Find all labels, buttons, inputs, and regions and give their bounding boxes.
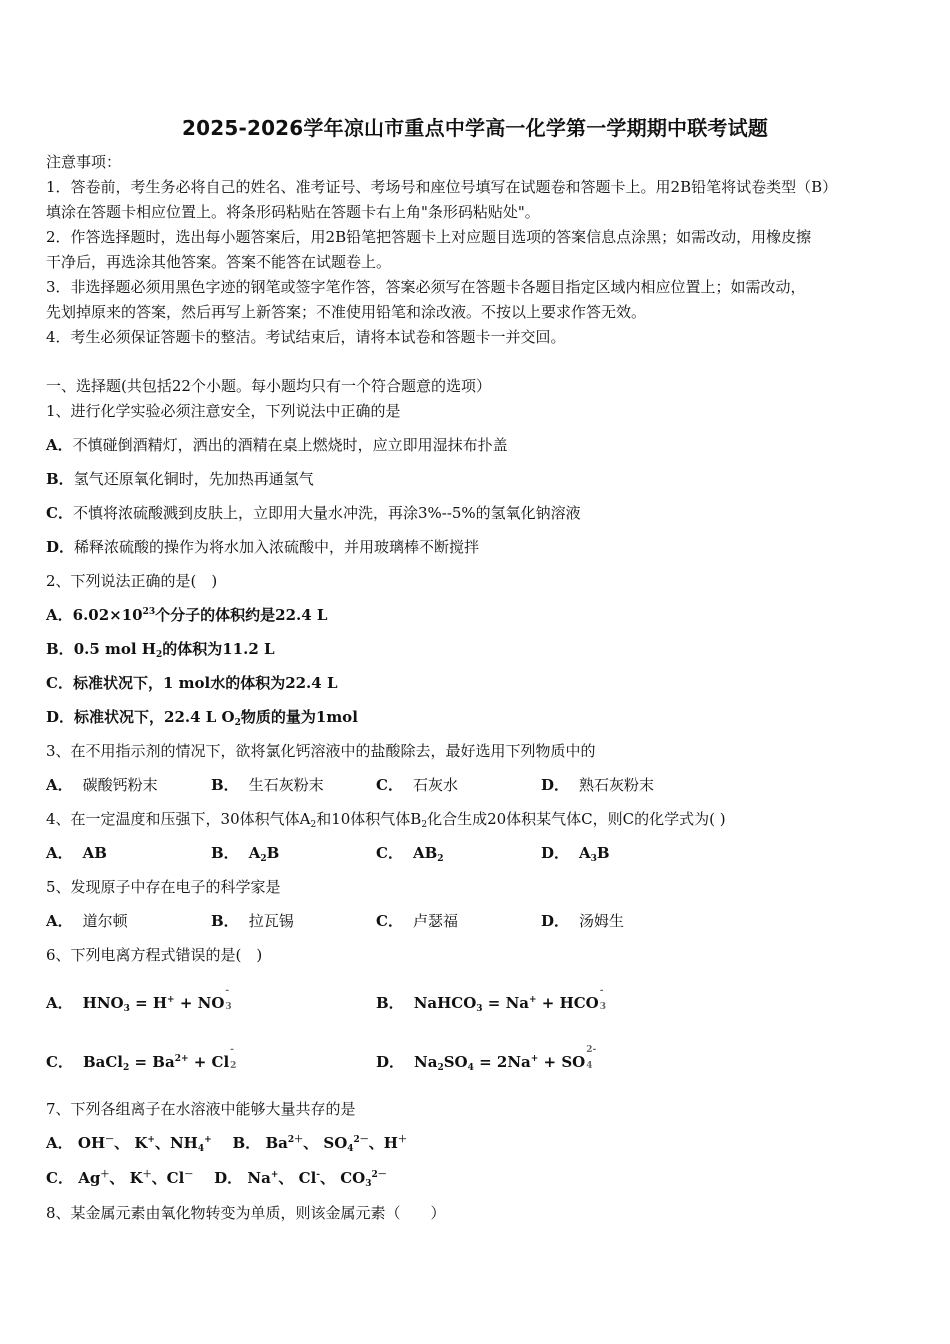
section-heading: 一、选择题(共包括22个小题。每小题均只有一个符合题意的选项）: [46, 377, 491, 395]
ion-charge: 2- 4: [586, 1045, 597, 1071]
q3-option-a: A． 碳酸钙粉末: [46, 776, 158, 794]
q6-option-d: D． $Na_2SO_4 = 2Na^+$ + SO 2- 4: [376, 1045, 597, 1073]
q1-option-a: A．不慎碰倒酒精灯，洒出的酒精在桌上燃烧时，应立即用湿抹布扑盖: [46, 436, 508, 454]
q5-option-c: C． 卢瑟福: [376, 912, 458, 930]
q5-option-b: B． 拉瓦锡: [211, 912, 294, 930]
q5-option-d: D． 汤姆生: [541, 912, 625, 930]
page-title: 2025-2026学年凉山市重点中学高一化学第一学期期中联考试题: [181, 116, 769, 140]
q5-option-a: A． 道尔顿: [46, 912, 128, 930]
q7-options-row2: [46, 1168, 387, 1188]
question-stem-4: 4、在一定温度和压强下，30体积气体$A_2$和10体积气体$B_2$化合生成20体积某气体C，则C的化学式为( ): [46, 810, 726, 830]
q2-option-d: D．标准状况下，22.4 L $O_2$物质的量为1mol: [46, 708, 358, 728]
ion-charge: - 3: [599, 986, 607, 1012]
q7-option-b: B． $Ba^{2+}$、 $SO_4^{2-}$、H＋: [232, 1134, 407, 1154]
notice-line: 2．作答选择题时，选出每小题答案后，用2B铅笔把答题卡上对应题目选项的答案信息点涂黑；如需改动，用橡皮擦: [46, 228, 812, 246]
q6-option-a: A． $HNO_3 = H^+$ + NO - 3: [46, 993, 236, 1013]
notice-line: 1．答卷前，考生务必将自己的姓名、准考证号、考场号和座位号填写在试题卷和答题卡上。用2B铅笔将试卷类型（B）: [46, 178, 838, 196]
q2-option-c: C．标准状况下，1 mol水的体积为22.4 L: [46, 674, 338, 692]
q4-options: [46, 843, 906, 863]
notice-heading: 注意事项：: [46, 153, 122, 171]
q6-options-row1: [46, 986, 906, 1014]
question-stem-1: 1、进行化学实验必须注意安全，下列说法中正确的是: [46, 402, 401, 420]
q3-options: [46, 775, 906, 795]
q1-option-b: B．氢气还原氧化铜时，先加热再通氢气: [46, 470, 314, 488]
q3-option-c: C． 石灰水: [376, 776, 458, 794]
q3-option-d: D． 熟石灰粉末: [541, 776, 655, 794]
notice-line: 填涂在答题卡相应位置上。将条形码粘贴在答题卡右上角"条形码粘贴处"。: [46, 203, 540, 221]
notice-line: 先划掉原来的答案，然后再写上新答案；不准使用铅笔和涂改液。不按以上要求作答无效。: [46, 303, 647, 321]
q6-option-c: C． BaCl$_2$ = $Ba^{2+} + Cl$ - 2: [46, 1052, 241, 1072]
q4-option-d: D． $A_3B$: [541, 844, 610, 864]
q5-options: [46, 911, 906, 931]
q7-option-c: C． Ag＋、 K＋、Cl－: [46, 1169, 194, 1187]
q2-option-b: B．0.5 mol $H_2$的体积为11.2 L: [46, 640, 275, 660]
notice-line: 3．非选择题必须用黑色字迹的钢笔或签字笔作答，答案必须写在答题卡各题目指定区域内相应位置上；如需改动，: [46, 278, 806, 296]
ion-charge: - 3: [225, 986, 232, 1012]
q6-option-b: B． NaHCO$_3$ = Na+ + HCO - 3: [376, 993, 611, 1013]
question-stem-2: 2、下列说法正确的是( ): [46, 572, 218, 590]
ion-charge: - 2: [230, 1045, 237, 1071]
q4-option-b: B． $A_2B$: [211, 844, 280, 864]
question-stem-5: 5、发现原子中存在电子的科学家是: [46, 878, 281, 896]
notice-line: 4．考生必须保证答题卡的整洁。考试结束后，请将本试卷和答题卡一并交回。: [46, 328, 566, 346]
q7-option-d: D． Na+、 Cl-、 $CO_3^{2-}$: [214, 1169, 387, 1189]
question-stem-8: 8、某金属元素由氧化物转变为单质，则该金属元素（ ）: [46, 1204, 446, 1222]
q1-option-c: C．不慎将浓硫酸溅到皮肤上，立即用大量水冲洗，再涂3%--5%的氢氧化钠溶液: [46, 504, 581, 522]
question-stem-3: 3、在不用指示剂的情况下，欲将氯化钙溶液中的盐酸除去，最好选用下列物质中的: [46, 742, 596, 760]
q4-option-a: A． AB: [46, 844, 107, 862]
q2-option-a: A．$6.02\times 10^{23}$个分子的体积约是22.4 L: [46, 606, 328, 624]
q4-option-c: C． $AB_2$: [376, 844, 444, 864]
q1-option-d: D．稀释浓硫酸的操作为将水加入浓硫酸中，并用玻璃棒不断搅拌: [46, 538, 480, 556]
q3-option-b: B． 生石灰粉末: [211, 776, 324, 794]
q7-options-row1: [46, 1133, 407, 1153]
question-stem-6: 6、下列电离方程式错误的是( ): [46, 946, 263, 964]
q6-options-row2: [46, 1045, 906, 1073]
q7-option-a: A． OH－、 K+、$NH_4^+$: [46, 1134, 212, 1154]
question-stem-7: 7、下列各组离子在水溶液中能够大量共存的是: [46, 1100, 356, 1118]
notice-line: 干净后，再选涂其他答案。答案不能答在试题卷上。: [46, 253, 392, 271]
